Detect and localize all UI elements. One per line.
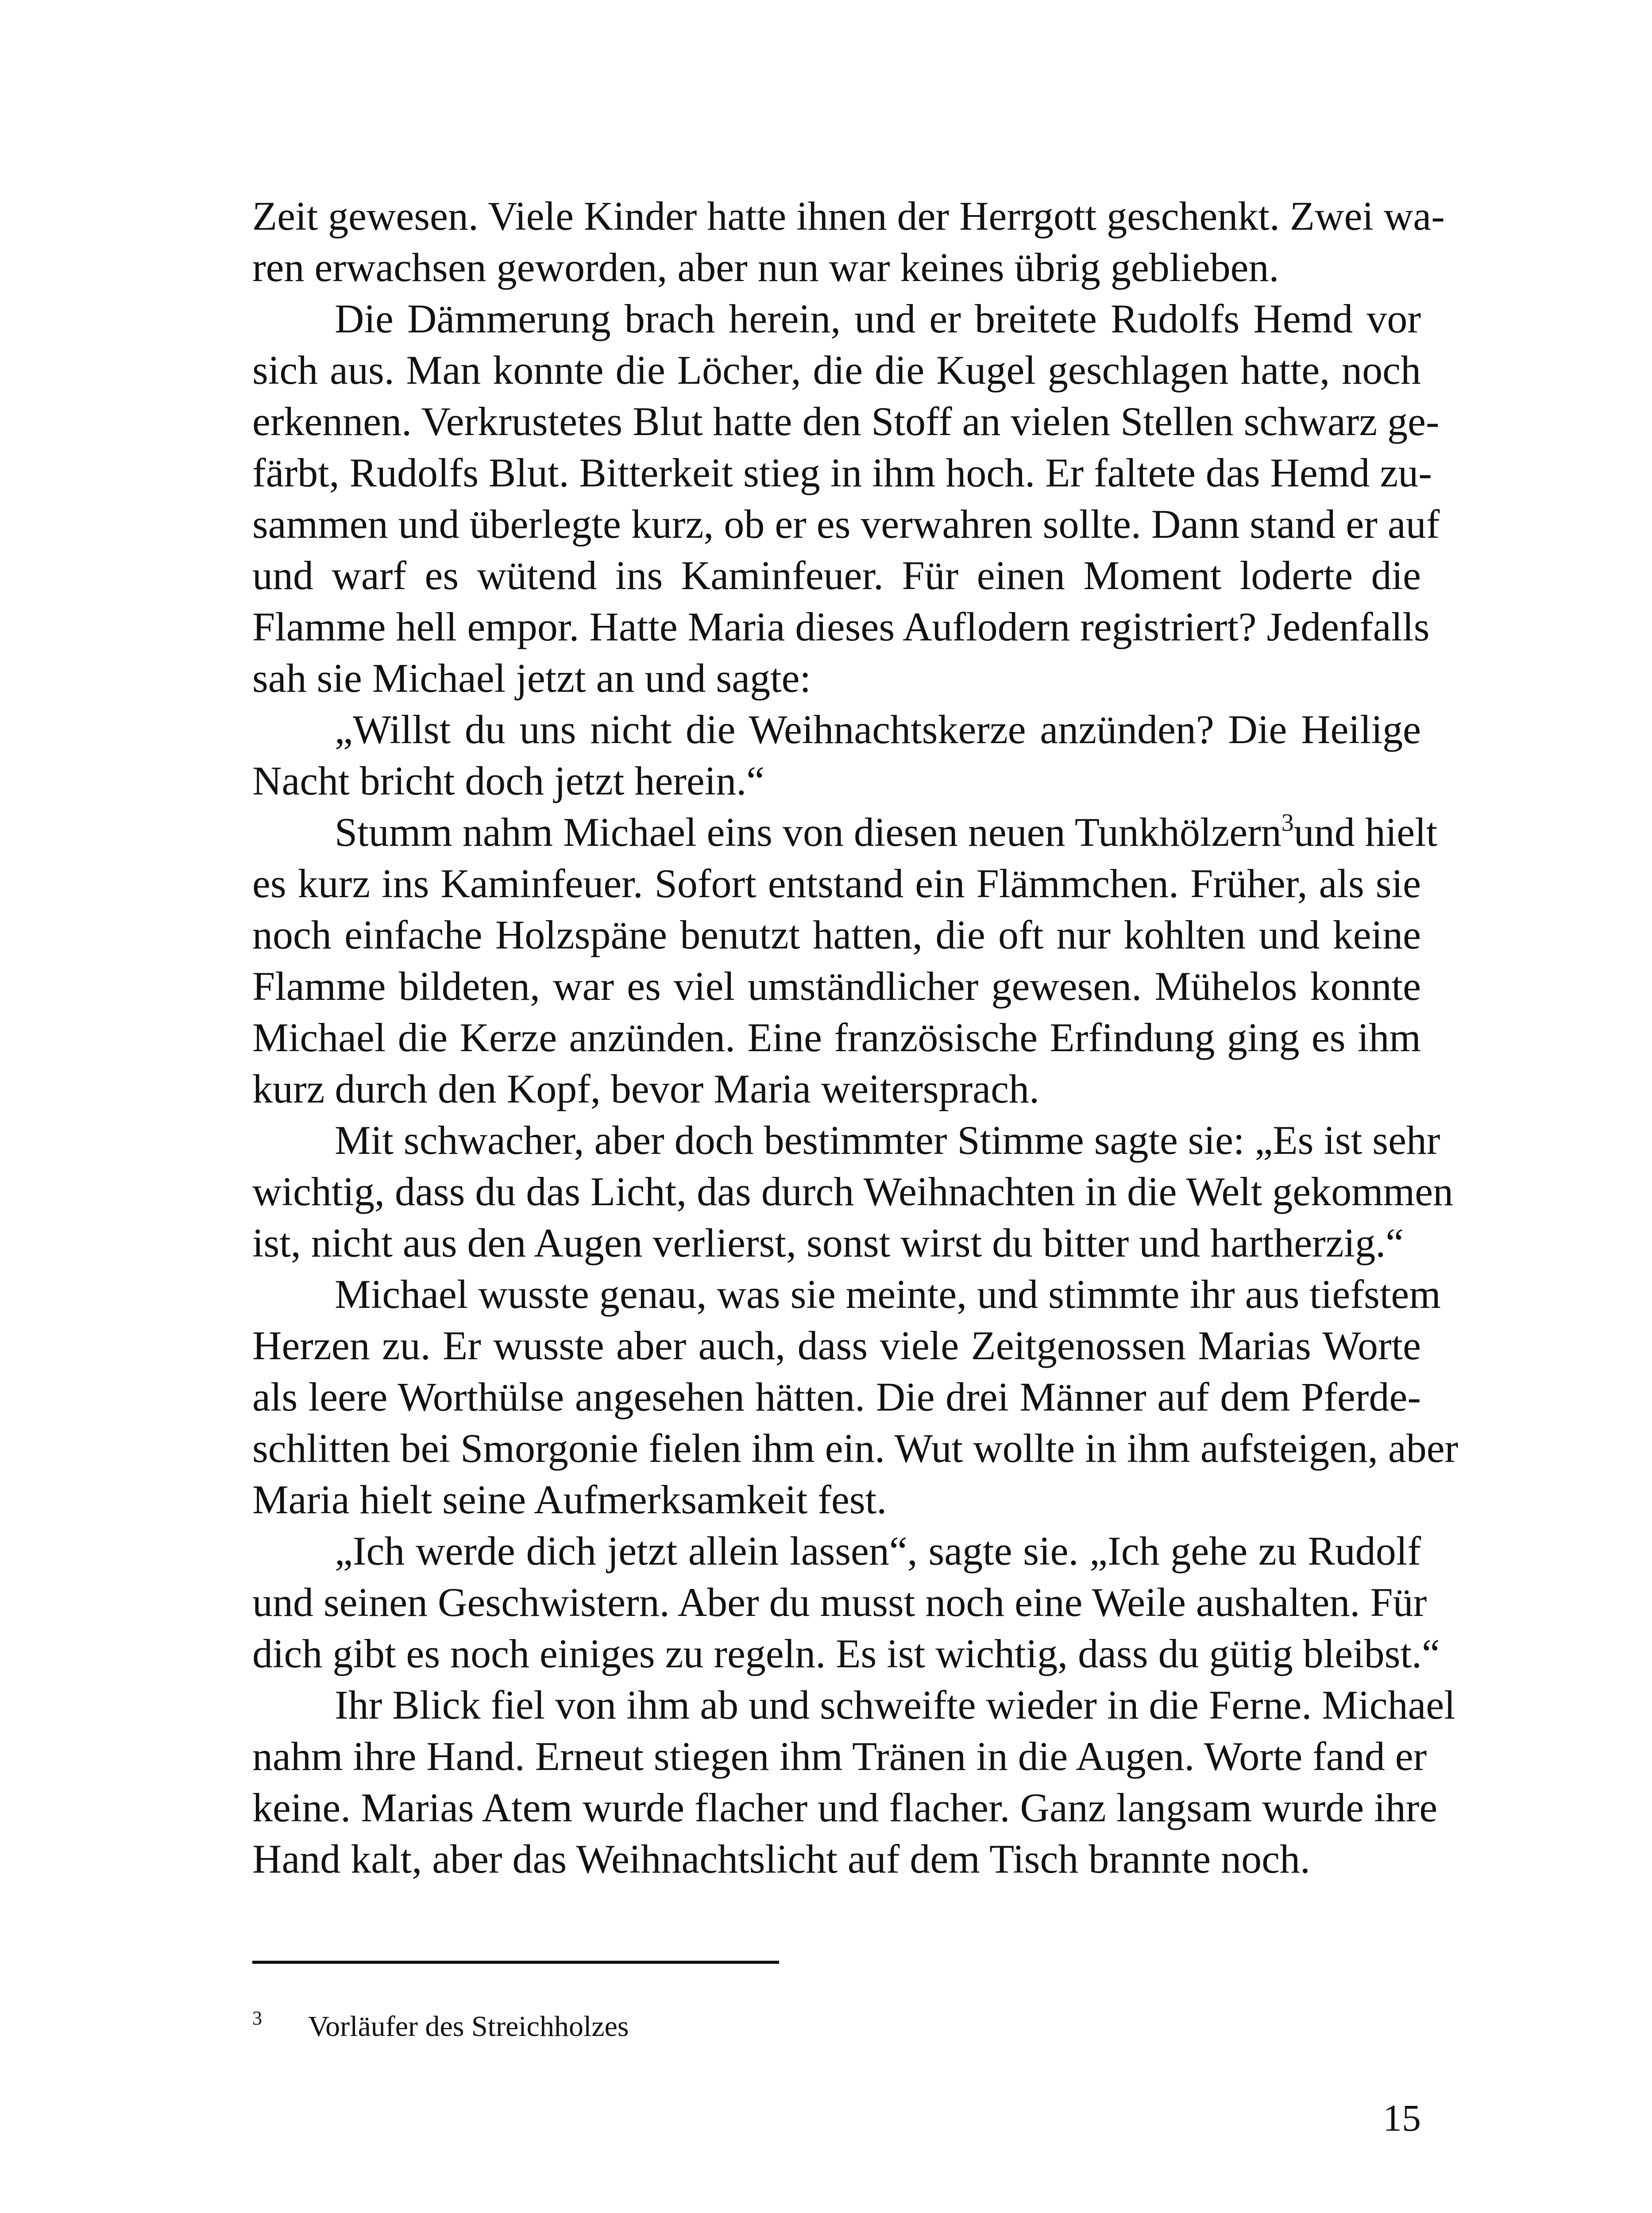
text-line: färbt, Rudolfs Blut. Bitterkeit stieg in ihm hoch. Er faltete das Hemd zu- — [252, 450, 1432, 495]
text-line: noch einfache Holzspäne benutzt hatten, die oft nur kohlten und keine — [252, 912, 1421, 957]
text-line-with-footnote — [252, 806, 1438, 858]
footnote-text: Vorläufer des Streichholzes — [308, 2010, 629, 2043]
text-segment: und hielt — [1293, 810, 1438, 855]
text-line: Maria hielt seine Aufmerksamkeit fest. — [252, 1477, 887, 1522]
text-line: ist, nicht aus den Augen verlierst, sonst wirst du bitter und hartherzig.“ — [252, 1220, 1404, 1265]
footnote-divider — [252, 1961, 779, 1964]
text-line: „Willst du uns nicht die Weihnachtskerze anzünden? Die Heilige — [335, 707, 1421, 752]
text-line: keine. Marias Atem wurde flacher und flacher. Ganz langsam wurde ihre — [252, 1785, 1438, 1830]
text-line: kurz durch den Kopf, bevor Maria weitersprach. — [252, 1066, 1039, 1111]
footnote-reference: 3 — [1281, 809, 1294, 837]
text-line: wichtig, dass du das Licht, das durch Weihnachten in die Welt gekommen — [252, 1169, 1454, 1214]
text-line: Michael die Kerze anzünden. Eine französische Erfindung ging es ihm — [252, 1015, 1421, 1060]
text-line: sah sie Michael jetzt an und sagte: — [252, 655, 811, 701]
text-line: es kurz ins Kaminfeuer. Sofort entstand ein Flämmchen. Früher, als sie — [252, 861, 1421, 906]
footnote-number: 3 — [252, 2007, 262, 2029]
text-line: Michael wusste genau, was sie meinte, und stimmte ihr aus tiefstem — [335, 1272, 1441, 1317]
text-line: sammen und überlegte kurz, ob er es verwahren sollte. Dann stand er auf — [252, 501, 1440, 547]
text-line: Zeit gewesen. Viele Kinder hatte ihnen der Herrgott geschenkt. Zwei wa- — [252, 193, 1445, 239]
text-line: Flamme hell empor. Hatte Maria dieses Auflodern registriert? Jedenfalls — [252, 604, 1430, 649]
body-text — [252, 190, 1459, 1885]
text-line: Die Dämmerung brach herein, und er breitete Rudolfs Hemd vor — [335, 296, 1421, 341]
text-line: Nacht bricht doch jetzt herein.“ — [252, 758, 765, 803]
text-line: und warf es wütend ins Kaminfeuer. Für einen Moment loderte die — [252, 553, 1421, 598]
text-line: Herzen zu. Er wusste aber auch, dass viele Zeitgenossen Marias Worte — [252, 1323, 1421, 1368]
text-line: „Ich werde dich jetzt allein lassen“, sagte sie. „Ich gehe zu Rudolf — [335, 1528, 1421, 1573]
text-line: schlitten bei Smorgonie fielen ihm ein. Wut wollte in ihm aufsteigen, aber — [252, 1426, 1459, 1471]
text-line: als leere Worthülse angesehen hätten. Die drei Männer auf dem Pferde- — [252, 1374, 1421, 1419]
text-line: Hand kalt, aber das Weihnachtslicht auf dem Tisch brannte noch. — [252, 1836, 1310, 1881]
text-segment: Stumm nahm Michael eins von diesen neuen Tunkhölzern — [335, 810, 1281, 855]
text-line: sich aus. Man konnte die Löcher, die die Kugel geschlagen hatte, noch — [252, 347, 1421, 393]
page-number: 15 — [1383, 2097, 1421, 2139]
text-line: ren erwachsen geworden, aber nun war keines übrig geblieben. — [252, 245, 1279, 290]
footnote — [252, 2001, 629, 2044]
text-line: und seinen Geschwistern. Aber du musst noch eine Weile aushalten. Für — [252, 1580, 1427, 1625]
text-line: nahm ihre Hand. Erneut stiegen ihm Tränen in die Augen. Worte fand er — [252, 1734, 1427, 1779]
text-line: dich gibt es noch einiges zu regeln. Es ist wichtig, dass du gütig bleibst.“ — [252, 1631, 1440, 1676]
text-line: Mit schwacher, aber doch bestimmter Stimme sagte sie: „Es ist sehr — [335, 1118, 1440, 1163]
text-line: erkennen. Verkrustetes Blut hatte den Stoff an vielen Stellen schwarz ge- — [252, 399, 1440, 444]
text-line: Flamme bildeten, war es viel umständlicher gewesen. Mühelos konnte — [252, 964, 1421, 1009]
text-line: Ihr Blick fiel von ihm ab und schweifte wieder in die Ferne. Michael — [335, 1682, 1455, 1727]
